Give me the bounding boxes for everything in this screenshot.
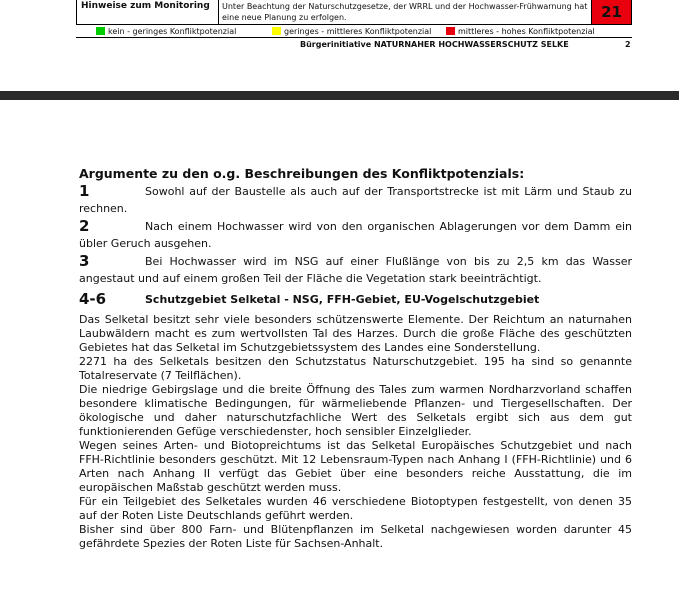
footer-rule xyxy=(76,37,632,38)
section-number: 4-6 xyxy=(79,290,107,308)
monitoring-label: Hinweise zum Monitoring xyxy=(81,1,210,11)
argument-text: Nach einem Hochwasser wird von den organischen Ablagerungen vor dem Damm ein übler Geruch ausgehen. xyxy=(79,220,632,250)
paragraph: Die niedrige Gebirgslage und die breite Öffnung des Tales zum warmen Nordharzvorland schaffen besondere klimatische Bedingungen, für wärmeliebende Pflanzen- und Tiergesellschaften. Der ökologische und daher naturschutzfachliche Wert des Selketals ergibt sich aus dem gut funktionierenden Gefüge verschiedenster, hoch sensibler Einzelglieder. xyxy=(79,383,632,438)
paragraph: Wegen seines Arten- und Biotopreichtums ist das Selketal Europäisches Schutzgebiet und nach FFH-Richtlinie besonders geschützt. Mit 12 Lebensraum-Typen nach Anhang I (FFH-Richtlinie) und 6 Arten nach Anhang II verfügt das Gebiet über eine besonders reiche Ausstattung, die im europäischen Maßstab geschützt werden muss. xyxy=(79,439,632,494)
argument-number: 1 xyxy=(79,182,90,200)
argument-number: 3 xyxy=(79,252,90,270)
paragraph: 2271 ha des Selketals besitzen den Schutzstatus Naturschutzgebiet. 195 ha sind so genannte Totalreservate (7 Teilflächen). xyxy=(79,355,632,382)
legend-item-red xyxy=(446,26,595,37)
legend-swatch-red xyxy=(446,27,455,35)
paragraph: Das Selketal besitzt sehr viele besonders schützenswerte Elemente. Der Reichtum an naturnahen Laubwäldern macht es zum wertvollsten Tal des Harzes. Durch die große Fläche des geschützten Gebietes hat das Selketal im Schutzgebietssystem des Landes eine Sonderstellung. xyxy=(79,313,632,354)
protected-area-heading xyxy=(79,289,632,310)
argument-1 xyxy=(79,184,632,217)
footer-organisation: Bürgerinitiative NATURNAHER HOCHWASSERSCHUTZ SELKE xyxy=(300,40,569,49)
legend-item-yellow xyxy=(272,26,431,37)
argument-text: Sowohl auf der Baustelle als auch auf der Transportstrecke ist mit Lärm und Staub zu rechnen. xyxy=(79,185,632,215)
legend-label: mittleres - hohes Konfliktpotenzial xyxy=(458,27,595,36)
page-separator-bar xyxy=(0,91,679,100)
argument-3 xyxy=(79,254,632,287)
legend-swatch-green xyxy=(96,27,105,35)
argument-text: Bei Hochwasser wird im NSG auf einer Flußlänge von bis zu 2,5 km das Wasser angestaut und auf einem großen Teil der Fläche die Vegetation stark beeinträchtigt. xyxy=(79,255,632,285)
argument-number: 2 xyxy=(79,217,90,235)
monitoring-text: Unter Beachtung der Naturschutzgesetze, der WRRL und der Hochwasser-Frühwarnung hat eine neue Planung zu erfolgen. xyxy=(222,2,588,22)
paragraph: Bisher sind über 800 Farn- und Blütenpflanzen im Selketal nachgewiesen worden darunter 45 gefährdete Spezies der Roten Liste für Sachsen-Anhalt. xyxy=(79,523,632,550)
section-title: Schutzgebiet Selketal - NSG, FFH-Gebiet, EU-Vogelschutzgebiet xyxy=(145,293,540,306)
monitoring-table xyxy=(76,0,632,25)
table-divider xyxy=(218,0,219,25)
document-body xyxy=(79,163,632,551)
section-heading: Argumente zu den o.g. Beschreibungen des Konfliktpotenzials: xyxy=(79,166,525,181)
legend-label: geringes - mittleres Konfliktpotenzial xyxy=(284,27,432,36)
paragraph: Für ein Teilgebiet des Selketales wurden 46 verschiedene Biotoptypen festgestellt, von denen 35 auf der Roten Liste Deutschlands geführt werden. xyxy=(79,495,632,522)
section-body xyxy=(79,313,632,551)
legend-item-green xyxy=(96,26,236,37)
conflict-score-badge: 21 xyxy=(591,0,631,24)
argument-2 xyxy=(79,219,632,252)
page-number: 2 xyxy=(625,40,631,49)
legend-swatch-yellow xyxy=(272,27,281,35)
legend-label: kein - geringes Konfliktpotenzial xyxy=(108,27,237,36)
